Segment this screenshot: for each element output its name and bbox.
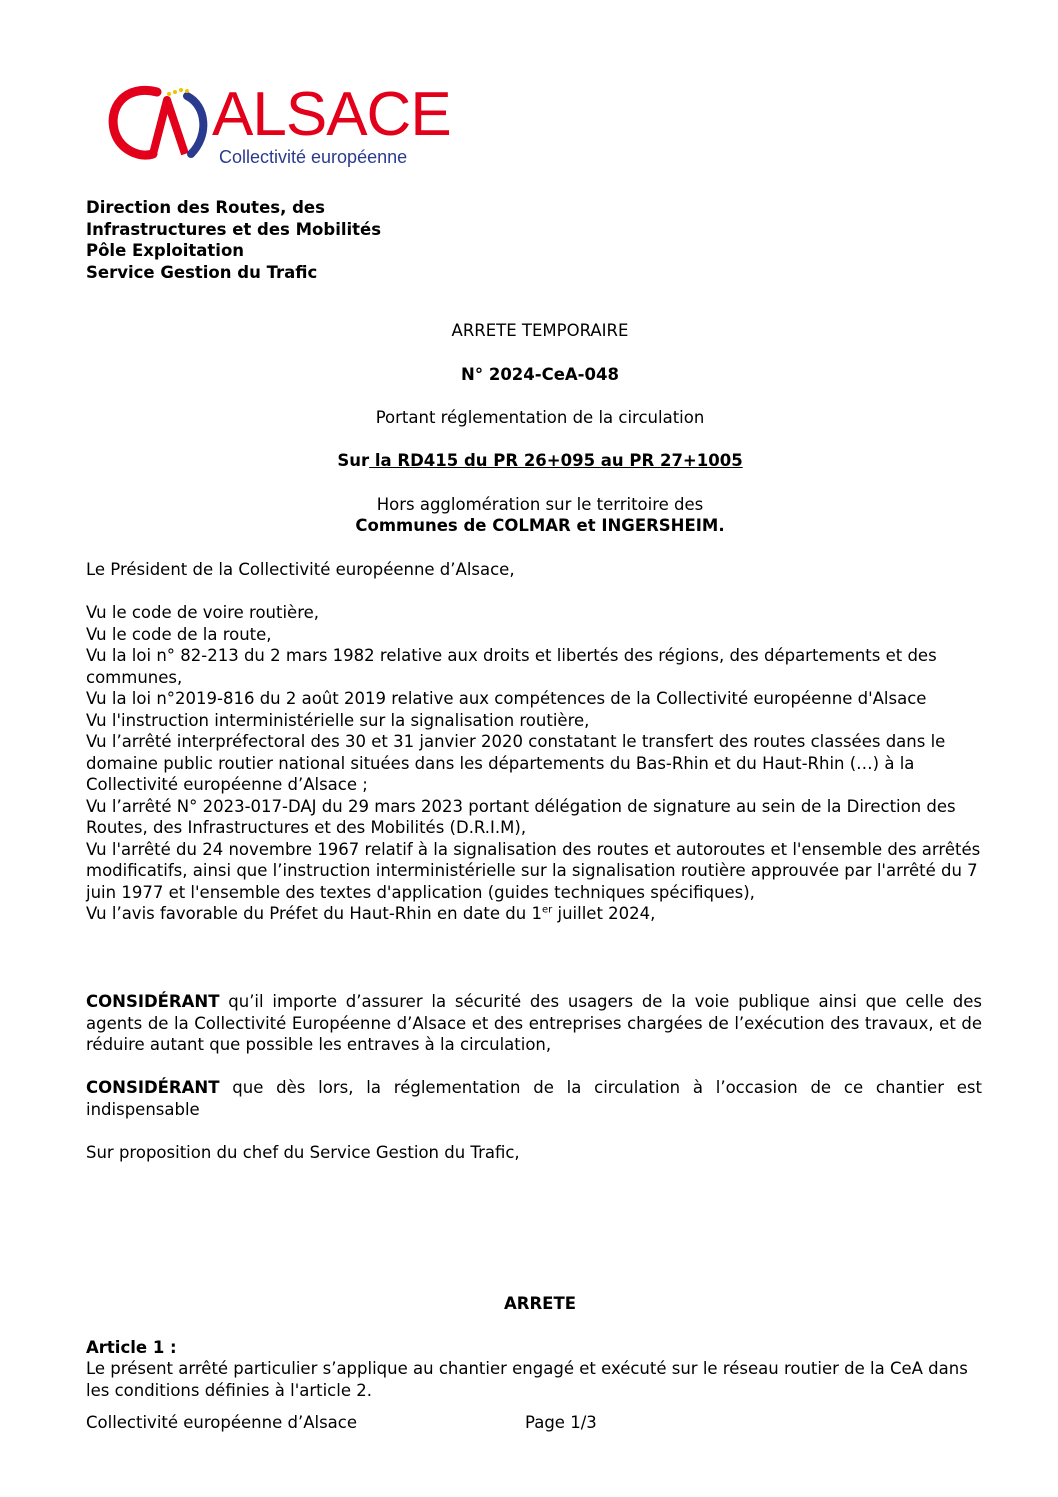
footer-organization: Collectivité européenne d’Alsace	[86, 1413, 358, 1432]
considerant-text: que dès lors, la réglementation de la circulation à l’occasion de ce chantier est indispensable	[86, 1078, 982, 1119]
logo-subtitle: Collectivité européenne	[219, 147, 408, 167]
vu-text: juillet 2024,	[552, 904, 656, 923]
article-text: Le présent arrêté particulier s’applique au chantier engagé et exécuté sur le réseau routier de la CeA dans les conditions définies à l'article 2.	[86, 1359, 968, 1400]
vu-item: Vu le code de la route,	[86, 624, 272, 644]
logo	[95, 78, 451, 173]
road-designation: la RD415 du PR 26+095 au PR 27+1005	[369, 451, 743, 470]
logo-wordmark: ALSACE	[212, 80, 451, 149]
department-line: Service Gestion du Trafic	[86, 262, 318, 282]
department-line: Direction des Routes, des	[86, 198, 325, 217]
arrete-heading: ARRETE	[504, 1294, 576, 1313]
department-line: Pôle Exploitation	[86, 241, 245, 260]
communes-line: Communes de COLMAR et INGERSHEIM.	[355, 516, 725, 535]
vu-item: Vu l'arrêté du 24 novembre 1967 relatif à la signalisation des routes et autoroutes et l'ensemble des arrêtés modificatifs, ainsi que l’instruction interministérielle sur la signalisation routière approuvée par l'arrêté du 7 juin 1977 et l'ensemble des textes d'application (guides techniques spécifiques),	[86, 839, 981, 902]
considerant-paragraph	[86, 1077, 982, 1120]
vu-text: Vu l’avis favorable du Préfet du Haut-Rhin en date du 1	[86, 904, 542, 923]
vu-item: Vu l’arrêté N° 2023-017-DAJ du 29 mars 2023 portant délégation de signature au sein de la Direction des Routes, des Infrastructures et des Mobilités (D.R.I.M),	[86, 796, 956, 837]
logo-emblem-icon	[95, 78, 215, 173]
vu-item: Vu la loi n°2019-816 du 2 août 2019 relative aux compétences de la Collectivité européenne d'Alsace	[86, 689, 927, 708]
road-section	[86, 451, 994, 470]
considerant-label: CONSIDÉRANT	[86, 992, 220, 1011]
considerant-paragraph	[86, 991, 982, 1056]
page-number: Page 1/3	[525, 1413, 597, 1432]
department-header	[86, 197, 381, 283]
vu-item: Vu la loi n° 82-213 du 2 mars 1982 relative aux droits et libertés des régions, des départements et des communes,	[86, 646, 937, 687]
vu-item: Vu le code de voire routière,	[86, 603, 320, 622]
proposition-paragraph: Sur proposition du chef du Service Gestion du Trafic,	[86, 1143, 520, 1162]
location-line: Hors agglomération sur le territoire des	[376, 495, 704, 514]
document-number: N° 2024-CeA-048	[461, 365, 619, 384]
department-line: Infrastructures et des Mobilités	[86, 219, 382, 239]
road-prefix: Sur	[337, 451, 370, 470]
vu-item: Vu l’arrêté interpréfectoral des 30 et 31 janvier 2020 constatant le transfert des routes classées dans le domaine public routier national situées dans les départements du Bas-Rhin et du Haut-Rhin (…) à la Collectivité européenne d’Alsace ;	[86, 732, 946, 794]
vu-item	[86, 903, 982, 925]
document-type: ARRETE TEMPORAIRE	[451, 321, 629, 340]
article-title: Article 1 :	[86, 1338, 177, 1357]
intro-paragraph: Le Président de la Collectivité européenne d’Alsace,	[86, 560, 515, 579]
vu-item: Vu l'instruction interministérielle sur la signalisation routière,	[86, 710, 590, 730]
vu-list	[86, 602, 982, 925]
superscript: er	[541, 904, 553, 916]
considerant-text: qu’il importe d’assurer la sécurité des usagers de la voie publique ainsi que celle des agents de la Collectivité Européenne d’Alsace et des entreprises chargées de l’exécution des travaux, et de réduire autant que possible les entraves à la circulation,	[86, 992, 982, 1054]
considerant-label: CONSIDÉRANT	[86, 1078, 220, 1097]
document-object: Portant réglementation de la circulation	[375, 408, 705, 427]
